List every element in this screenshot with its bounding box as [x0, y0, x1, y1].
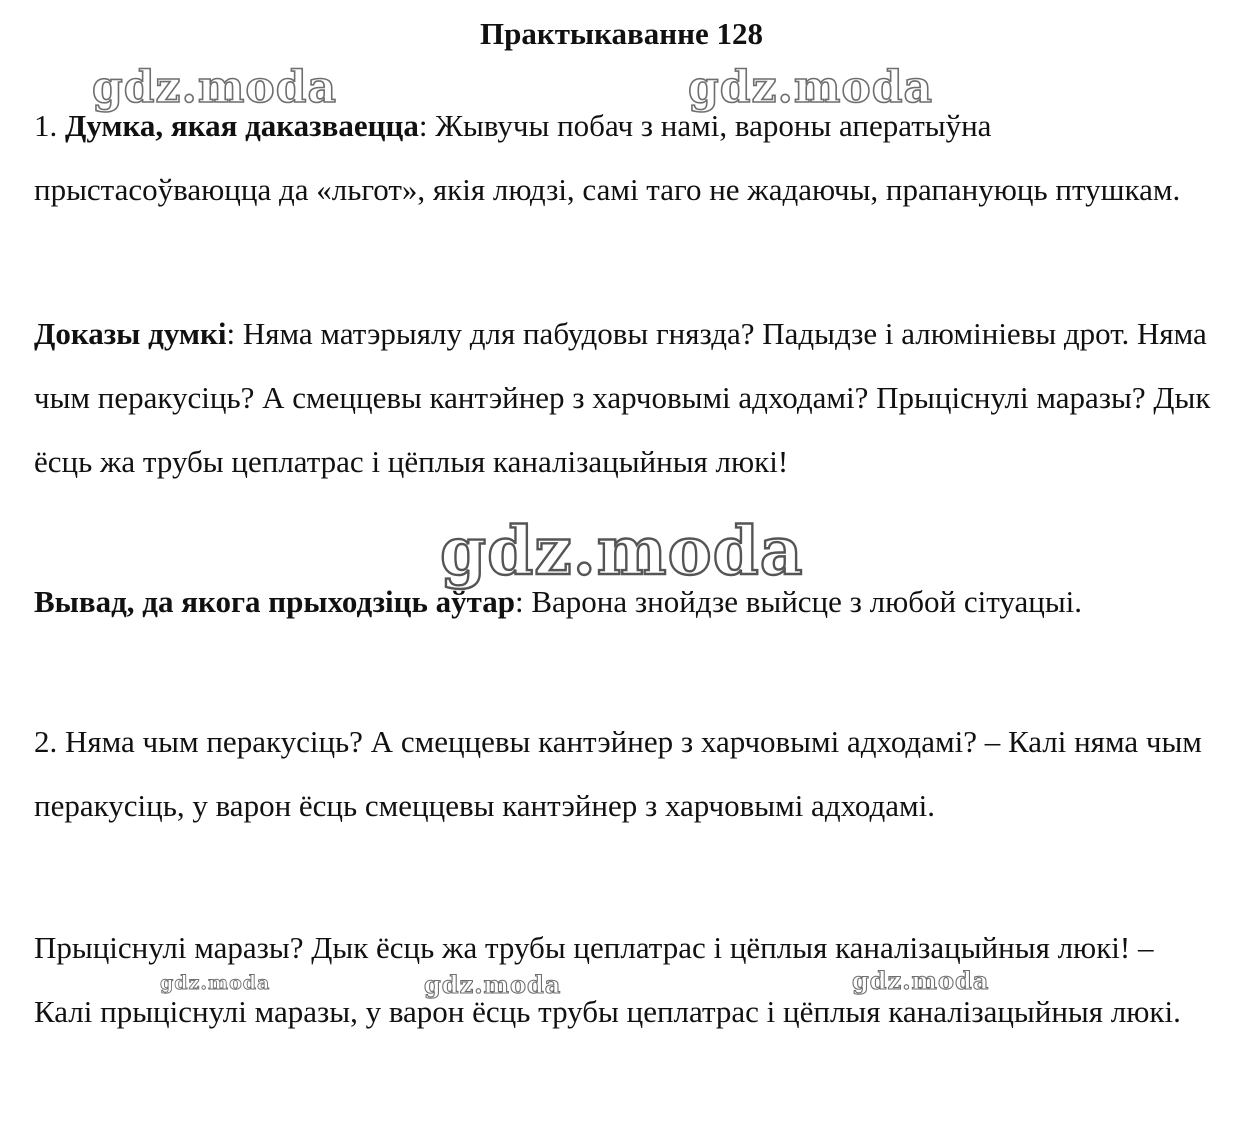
watermark-logo-small: gdz.moda: [160, 972, 271, 994]
paragraph-arguments: [34, 302, 1214, 494]
page-title: Практыкаванне 128: [479, 16, 763, 51]
paragraph-task2-first: [34, 710, 1214, 838]
thesis-text: : Жывучы побач з намі, вароны аператыўна прыстасоўваюцца да «льгот», якія людзі, самі таго не жадаючы, прапануюць птушкам.: [34, 108, 1181, 207]
watermark-logo-large: gdz.moda: [440, 512, 804, 590]
conclusion-label: Вывад, да якога прыходзіць аўтар: [34, 584, 515, 619]
task2-first-text: 2. Няма чым перакусіць? А смеццевы кантэйнер з харчовымі адходамі? – Калі няма чым перакусіць, у варон ёсць смеццевы кантэйнер з харчовымі адходамі.: [34, 724, 1202, 823]
paragraph-conclusion: [34, 570, 1214, 634]
arguments-text: : Няма матэрыялу для пабудовы гнязда? Падыдзе і алюмініевы дрот. Няма чым перакусіць? А смеццевы кантэйнер з харчовымі адходамі? Прыціснулі маразы? Дык ёсць жа трубы цеплатрас і цёплыя каналізацыйныя люкі!: [34, 316, 1211, 479]
task2-second-text: Прыціснулі маразы? Дык ёсць жа трубы цеплатрас і цёплыя каналізацыйныя люкі! – Калі прыціснулі маразы, у варон ёсць трубы цеплатрас і цёплыя каналізацыйныя люкі.: [34, 930, 1181, 1029]
arguments-label: Доказы думкі: [34, 316, 227, 351]
paragraph-task2-second: [34, 916, 1214, 1044]
watermark-logo-small: gdz.moda: [852, 966, 990, 995]
thesis-label: Думка, якая даказваецца: [65, 108, 419, 143]
watermark-logo: gdz.moda: [92, 62, 338, 113]
thesis-number: 1.: [34, 108, 65, 143]
watermark-logo: gdz.moda: [688, 62, 934, 113]
paragraph-thesis: [34, 94, 1214, 222]
watermark-logo-small: gdz.moda: [424, 970, 562, 999]
conclusion-text: : Варона знойдзе выйсце з любой сітуацыі.: [515, 584, 1083, 619]
